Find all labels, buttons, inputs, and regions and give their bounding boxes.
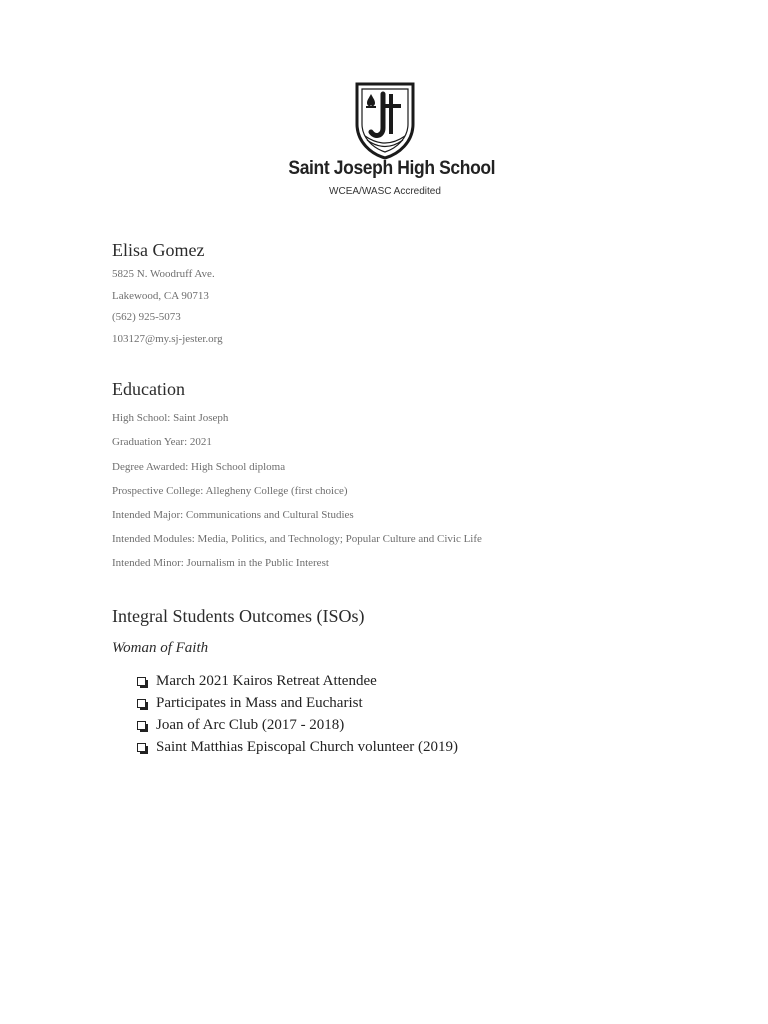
iso-list	[137, 670, 458, 758]
phone-number: (562) 925-5073	[112, 311, 181, 323]
education-line: High School: Saint Joseph	[112, 412, 229, 424]
education-line: Degree Awarded: High School diploma	[112, 461, 286, 473]
accreditation-text: WCEA/WASC Accredited	[329, 186, 441, 197]
isos-heading: Integral Students Outcomes (ISOs)	[112, 606, 365, 626]
checkbox-bullet-icon	[137, 721, 146, 730]
checkbox-bullet-icon	[137, 699, 146, 708]
education-line: Graduation Year: 2021	[112, 436, 212, 448]
student-name: Elisa Gomez	[112, 240, 205, 260]
list-item	[137, 736, 458, 758]
education-line: Intended Major: Communications and Cultural Studies	[112, 509, 354, 521]
list-item-text: Participates in Mass and Eucharist	[156, 694, 363, 711]
isos-subheading: Woman of Faith	[112, 640, 209, 656]
email-address: 103127@my.sj-jester.org	[112, 333, 223, 345]
education-heading: Education	[112, 379, 185, 399]
list-item-text: Joan of Arc Club (2017 - 2018)	[156, 716, 345, 733]
list-item	[137, 692, 458, 714]
education-line: Prospective College: Allegheny College (first choice)	[112, 485, 348, 497]
school-name: Saint Joseph High School	[288, 158, 496, 179]
list-item-text: March 2021 Kairos Retreat Attendee	[156, 672, 377, 689]
education-line: Intended Modules: Media, Politics, and Technology; Popular Culture and Civic Life	[112, 533, 482, 545]
checkbox-bullet-icon	[137, 743, 146, 752]
checkbox-bullet-icon	[137, 677, 146, 686]
shield-crest-icon	[353, 80, 417, 160]
list-item-text: Saint Matthias Episcopal Church volunteer (2019)	[156, 738, 459, 755]
list-item	[137, 670, 458, 692]
address-line-2: Lakewood, CA 90713	[112, 290, 209, 302]
school-logo	[280, 72, 496, 204]
list-item	[137, 714, 458, 736]
education-line: Intended Minor: Journalism in the Public Interest	[112, 557, 329, 569]
address-line-1: 5825 N. Woodruff Ave.	[112, 268, 215, 280]
